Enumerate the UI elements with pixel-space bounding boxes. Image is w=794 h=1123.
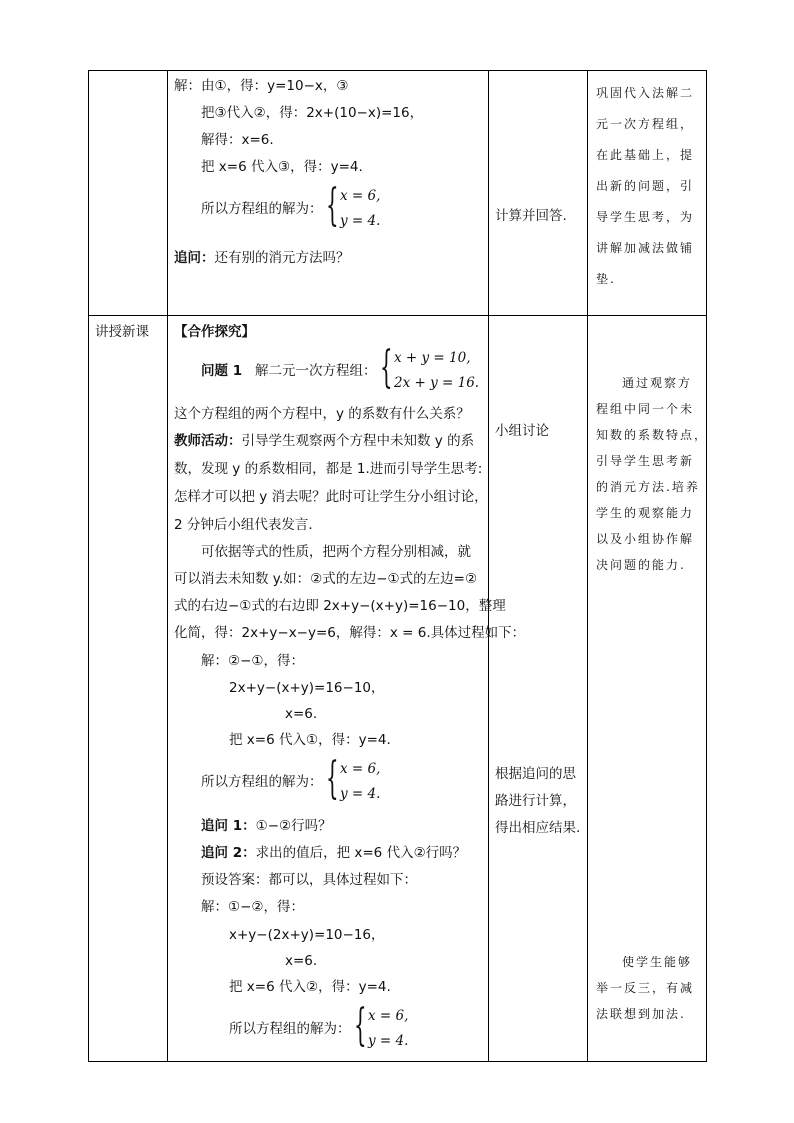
preset-answer: 预设答案：都可以，具体过程如下： xyxy=(201,872,417,888)
solution-line: 解：②−①，得： xyxy=(201,653,305,669)
system-brace: { xyxy=(380,342,393,393)
system-equation: y = 4. xyxy=(368,1033,409,1049)
student-activity: 根据追问的思 xyxy=(495,766,576,782)
system-equation: y = 4. xyxy=(340,213,381,229)
system-equation: x = 6, xyxy=(340,761,381,777)
solution-line: 所以方程组的解为： xyxy=(229,1021,351,1037)
design-intent-line: 程组中同一个未 xyxy=(596,402,695,416)
design-intent-line: 使学生能够 xyxy=(622,955,693,969)
system-brace: { xyxy=(354,1000,367,1051)
design-intent-line: 以及小组协作解 xyxy=(596,532,695,546)
design-intent-line: 举一反三，有减 xyxy=(596,981,695,995)
paragraph-line: 2 分钟后小组代表发言. xyxy=(174,517,313,533)
followup-label: 追问： xyxy=(174,250,215,266)
solution-line: 把 x=6 代入③，得：y=4. xyxy=(201,159,363,175)
design-intent-line: 导学生思考，为 xyxy=(596,210,695,224)
paragraph-line: 可依据等式的性质，把两个方程分别相减，就 xyxy=(201,544,471,560)
system-brace: { xyxy=(326,753,339,804)
teacher-activity-text: 引导学生观察两个方程中未知数 y 的系 xyxy=(241,433,475,449)
design-intent-line: 在此基础上，提 xyxy=(596,148,695,162)
teacher-activity-line xyxy=(174,432,474,450)
table-border-bottom xyxy=(88,1061,707,1062)
solution-line: 2x+y−(x+y)=16−10， xyxy=(229,680,385,696)
followup-text: ①−②行吗？ xyxy=(255,818,332,834)
system-equation: 2x + y = 16. xyxy=(394,375,480,391)
table-col-divider-3 xyxy=(587,70,588,1062)
teacher-activity-label: 教师活动： xyxy=(174,433,242,449)
followup-label: 追问 1： xyxy=(201,818,256,834)
paragraph-line: 式的右边−①式的右边即 2x+y−(x+y)=16−10，整理 xyxy=(174,598,506,614)
table-row-divider xyxy=(88,315,707,316)
solution-line: x=6. xyxy=(285,706,318,722)
design-intent-line: 的消元方法.培养 xyxy=(596,480,700,494)
solution-line: 把③代入②，得：2x+(10−x)=16， xyxy=(201,105,424,121)
design-intent-line: 法联想到加法. xyxy=(596,1007,686,1021)
section-heading: 【合作探究】 xyxy=(174,324,255,340)
design-intent-line: 引导学生思考新 xyxy=(596,454,695,468)
problem-label: 问题 1 xyxy=(201,363,243,379)
section-label: 讲授新课 xyxy=(95,324,149,340)
table-border-top xyxy=(88,70,707,71)
followup-label: 追问 2： xyxy=(201,845,256,861)
student-activity: 小组讨论 xyxy=(495,423,549,439)
solution-line: 所以方程组的解为： xyxy=(201,201,323,217)
design-intent-line: 通过观察方 xyxy=(622,376,693,390)
solution-line: x+y−(2x+y)=10−16， xyxy=(229,927,385,943)
student-activity: 路进行计算， xyxy=(495,793,576,809)
system-equation: x = 6, xyxy=(340,188,381,204)
followup-text: 求出的值后，把 x=6 代入②行吗？ xyxy=(255,845,467,861)
system-brace: { xyxy=(326,180,339,231)
paragraph-line: 这个方程组的两个方程中，y 的系数有什么关系？ xyxy=(174,406,470,422)
student-activity: 计算并回答. xyxy=(495,208,567,224)
followup-question-1 xyxy=(201,817,332,835)
problem-statement xyxy=(201,362,376,380)
table-border-right xyxy=(706,70,707,1062)
student-activity: 得出相应结果. xyxy=(495,820,581,836)
solution-line: 把 x=6 代入①，得：y=4. xyxy=(229,732,391,748)
design-intent-line: 学生的观察能力 xyxy=(596,506,695,520)
followup-question xyxy=(174,249,350,267)
paragraph-line: 可以消去未知数 y.如：②式的左边−①式的左边=② xyxy=(174,571,478,587)
design-intent-line: 元一次方程组， xyxy=(596,117,695,131)
table-border-left xyxy=(88,70,89,1062)
solution-line: 所以方程组的解为： xyxy=(201,774,323,790)
design-intent-line: 巩固代入法解二 xyxy=(596,86,695,100)
design-intent-line: 知数的系数特点， xyxy=(596,428,709,442)
design-intent-line: 出新的问题，引 xyxy=(596,179,695,193)
solution-line: 解得：x=6. xyxy=(201,132,274,148)
paragraph-line: 数，发现 y 的系数相同，都是 1.进而引导学生思考: xyxy=(174,461,483,477)
solution-line: 把 x=6 代入②，得：y=4. xyxy=(229,979,391,995)
table-col-divider-2 xyxy=(488,70,489,1062)
solution-line: x=6. xyxy=(285,953,318,969)
paragraph-line: 化简，得：2x+y−x−y=6，解得：x = 6.具体过程如下： xyxy=(174,625,526,641)
followup-text: 还有别的消元方法吗？ xyxy=(214,250,350,266)
problem-text: 解二元一次方程组： xyxy=(254,363,377,379)
solution-line: 解：由①，得：y=10−x，③ xyxy=(174,78,349,94)
design-intent-line: 讲解加减法做铺 xyxy=(596,241,695,255)
paragraph-line: 怎样才可以把 y 消去呢？此时可让学生分小组讨论， xyxy=(174,489,488,505)
system-equation: x = 6, xyxy=(368,1008,409,1024)
table-col-divider-1 xyxy=(167,70,168,1062)
followup-question-2 xyxy=(201,844,466,862)
design-intent-line: 垫. xyxy=(596,272,616,286)
design-intent-line: 决问题的能力. xyxy=(596,558,686,572)
system-equation: x + y = 10, xyxy=(394,350,471,366)
solution-line: 解：①−②，得： xyxy=(201,899,305,915)
system-equation: y = 4. xyxy=(340,786,381,802)
